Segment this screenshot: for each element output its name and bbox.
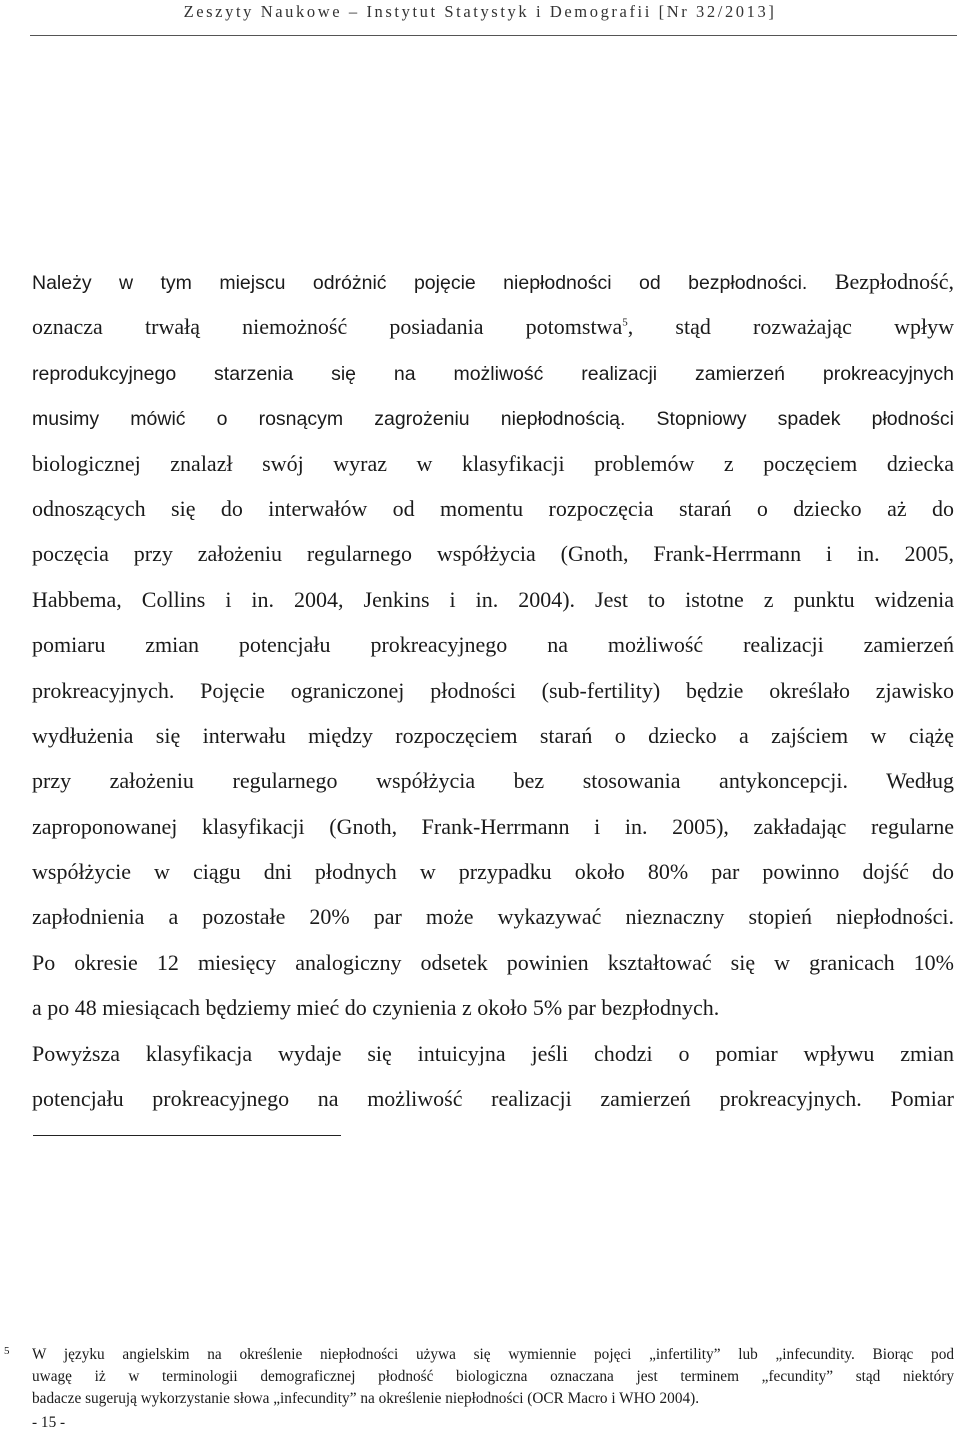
text-line xyxy=(32,259,954,304)
text-run: Należy w tym miejscu odróżnić pojęcie niepłodności od bezpłodności. xyxy=(32,272,808,294)
text-run: prokreacyjnych. xyxy=(32,677,175,703)
text-line xyxy=(32,577,954,622)
text-line xyxy=(32,668,954,713)
text-run: 2005), zakładając regularne xyxy=(647,813,954,839)
text-run: wydłużenia się interwału między rozpoczęciem starań o dziecko a zajściem w ciążę xyxy=(32,722,954,748)
text-line xyxy=(32,350,954,395)
text-run: Stopniowy spadek płodności xyxy=(625,408,954,431)
text-run: odnoszących się do interwałów od momentu rozpoczęcia starań o dziecko aż do xyxy=(32,495,954,521)
text-line xyxy=(32,1031,954,1076)
text-run: Jest to istotne z punktu widzenia xyxy=(575,586,954,612)
text-run: pomiaru zmian potencjału prokreacyjnego na możliwość realizacji zamierzeń xyxy=(32,632,954,658)
text-line xyxy=(32,758,954,803)
text-line xyxy=(32,1076,954,1121)
header-rule xyxy=(30,35,957,36)
text-run: potencjału prokreacyjnego na możliwość realizacji zamierzeń prokreacyjnych. xyxy=(32,1086,862,1112)
text-run: Pojęcie ograniczonej płodności (sub-fertility) będzie określało zjawisko xyxy=(174,677,954,703)
text-run: a po 48 miesiącach będziemy mieć do czynienia z około 5% par bezpłodnych. xyxy=(32,995,720,1021)
footnote xyxy=(4,1344,954,1410)
text-run: współżycie w ciągu dni płodnych w przypadku około 80% par powinno dojść do xyxy=(32,859,954,885)
text-run: zapłodnienia a pozostałe 20% par może wykazywać nieznaczny stopień niepłodności. xyxy=(32,904,954,930)
text-run: biologicznej znalazł swój wyraz w klasyfikacji problemów z poczęciem dziecka xyxy=(32,450,954,476)
text-line xyxy=(32,804,954,849)
footnote-marker: 5 xyxy=(4,1345,10,1357)
text-line xyxy=(32,940,954,985)
text-line xyxy=(32,985,954,1030)
text-line xyxy=(32,713,954,758)
running-header: Zeszyty Naukowe – Instytut Statystyk i Demografii [Nr 32/2013] xyxy=(183,2,777,21)
text-run: Powyższa klasyfikacja wydaje się intuicyjna jeśli chodzi o pomiar wpływu zmian xyxy=(32,1040,954,1066)
text-run: oznacza trwałą niemożność posiadania potomstwa xyxy=(32,314,623,340)
text-line xyxy=(32,441,954,486)
text-line xyxy=(32,486,954,531)
text-line xyxy=(32,531,954,576)
text-run: reprodukcyjnego starzenia się na możliwość realizacji zamierzeń prokreacyjnych xyxy=(32,362,954,385)
text-line xyxy=(32,304,954,349)
body-paragraph xyxy=(32,259,954,1121)
text-run: Habbema, Collins i in. 2004, Jenkins i in. 2004). xyxy=(32,586,576,612)
text-run: Pomiar xyxy=(861,1086,954,1112)
text-run: zaproponowanej klasyfikacji (Gnoth, Frank-Herrmann i in. xyxy=(32,813,648,839)
footnote-line: badacze sugerują wykorzystanie słowa „infecundity” na określenie niepłodności (OCR Macro i WHO 2004). xyxy=(32,1390,700,1407)
text-run: Według xyxy=(847,768,954,794)
text-run: musimy mówić o rosnącym zagrożeniu niepłodnością. xyxy=(32,408,626,431)
text-line xyxy=(32,894,954,939)
text-line xyxy=(32,395,954,440)
text-run: , stąd rozważając wpływ xyxy=(627,314,954,340)
footnote-line: W języku angielskim na określenie niepłodności używa się wymiennie pojęci „infertility” lub „infecundity. Biorąc pod xyxy=(32,1346,954,1363)
text-line xyxy=(32,849,954,894)
footnote-line: uwagę iż w terminologii demograficznej płodność biologiczna oznaczana jest terminem „fecundity” stąd niektóry xyxy=(32,1368,954,1385)
text-run: poczęcia przy założeniu regularnego współżycia (Gnoth, Frank-Herrmann i in. 2005, xyxy=(32,541,954,567)
text-run: Bezpłodność, xyxy=(807,269,954,294)
text-run: przy założeniu regularnego współżycia bez stosowania antykoncepcji. xyxy=(32,768,848,794)
footnote-reference: 5 xyxy=(622,317,628,330)
text-run: Po okresie 12 miesięcy analogiczny odsetek powinien kształtować się w granicach 10% xyxy=(32,949,954,975)
text-line xyxy=(32,622,954,667)
page-number: - 15 - xyxy=(32,1414,66,1431)
footnote-separator xyxy=(33,1135,341,1136)
